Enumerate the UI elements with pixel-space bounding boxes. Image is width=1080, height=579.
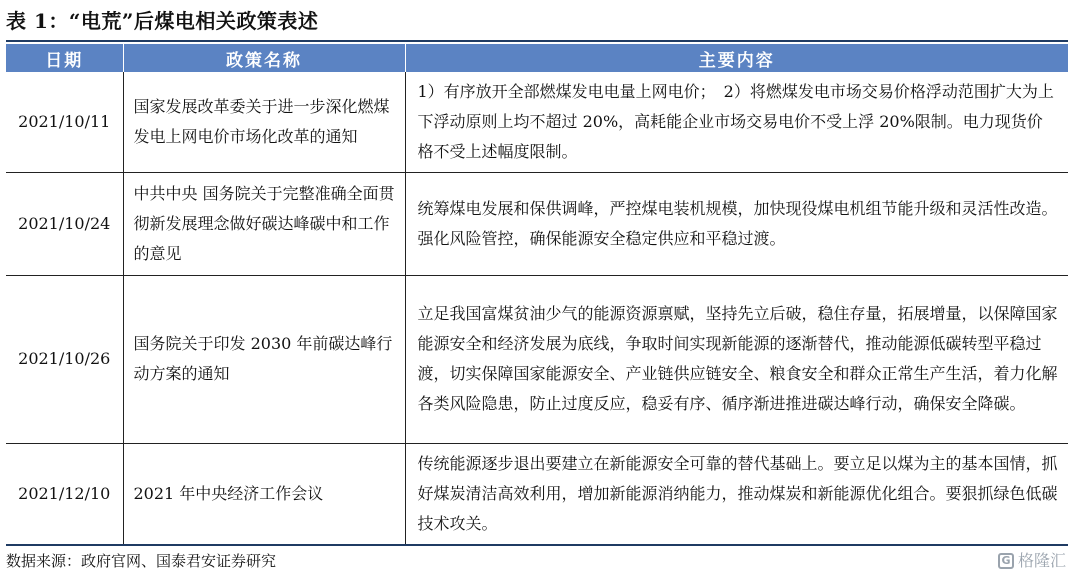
- row-date: 2021/12/10: [6, 443, 123, 545]
- row-content: 立足我国富煤贫油少气的能源资源禀赋，坚持先立后破，稳住存量，拓展增量，以保障国家能源安全和经济发展为底线，争取时间实现新能源的逐渐替代，推动能源低碳转型平稳过渡，切实保障国家能源安全、产业链供应链安全、粮食安全和群众正常生产生活，着力化解各类风险隐患，防止过度反应，稳妥有序、循序渐进推进碳达峰行动，确保安全降碳。: [405, 275, 1068, 443]
- title-rule: [6, 40, 1068, 42]
- header-main-content: 主要内容: [405, 44, 1068, 72]
- data-source-note: 数据来源：政府官网、国泰君安证券研究: [6, 552, 277, 570]
- row-date: 2021/10/24: [6, 172, 123, 275]
- header-policy-name: 政策名称: [123, 44, 405, 72]
- row-policy-name: 2021 年中央经济工作会议: [123, 443, 405, 545]
- header-row: [6, 44, 1068, 72]
- table-row: [6, 443, 1068, 545]
- watermark: [998, 548, 1066, 574]
- table-row: [6, 72, 1068, 172]
- row-policy-name: 中共中央 国务院关于完整准确全面贯彻新发展理念做好碳达峰碳中和工作的意见: [123, 172, 405, 275]
- policy-table: [6, 44, 1068, 546]
- row-date: 2021/10/11: [6, 72, 123, 172]
- row-content: 统筹煤电发展和保供调峰，严控煤电装机规模，加快现役煤电机组节能升级和灵活性改造。强化风险管控，确保能源安全稳定供应和平稳过渡。: [405, 172, 1068, 275]
- table-row: [6, 172, 1068, 275]
- table-title: 表 1：“电荒”后煤电相关政策表述: [6, 9, 319, 33]
- table-row: [6, 275, 1068, 443]
- watermark-text: 格隆汇: [1017, 551, 1066, 570]
- watermark-logo-icon: G: [998, 553, 1014, 569]
- row-policy-name: 国家发展改革委关于进一步深化燃煤发电上网电价市场化改革的通知: [123, 72, 405, 172]
- row-content: 传统能源逐步退出要建立在新能源安全可靠的替代基础上。要立足以煤为主的基本国情，抓好煤炭清洁高效利用，增加新能源消纳能力，推动煤炭和新能源优化组合。要狠抓绿色低碳技术攻关。: [405, 443, 1068, 545]
- row-policy-name: 国务院关于印发 2030 年前碳达峰行动方案的通知: [123, 275, 405, 443]
- header-date: 日期: [6, 44, 123, 72]
- row-date: 2021/10/26: [6, 275, 123, 443]
- row-content: 1）有序放开全部燃煤发电电量上网电价； 2）将燃煤发电市场交易价格浮动范围扩大为上下浮动原则上均不超过 20%，高耗能企业市场交易电价不受上浮 20%限制。电力现货价格不受上述幅度限制。: [405, 72, 1068, 172]
